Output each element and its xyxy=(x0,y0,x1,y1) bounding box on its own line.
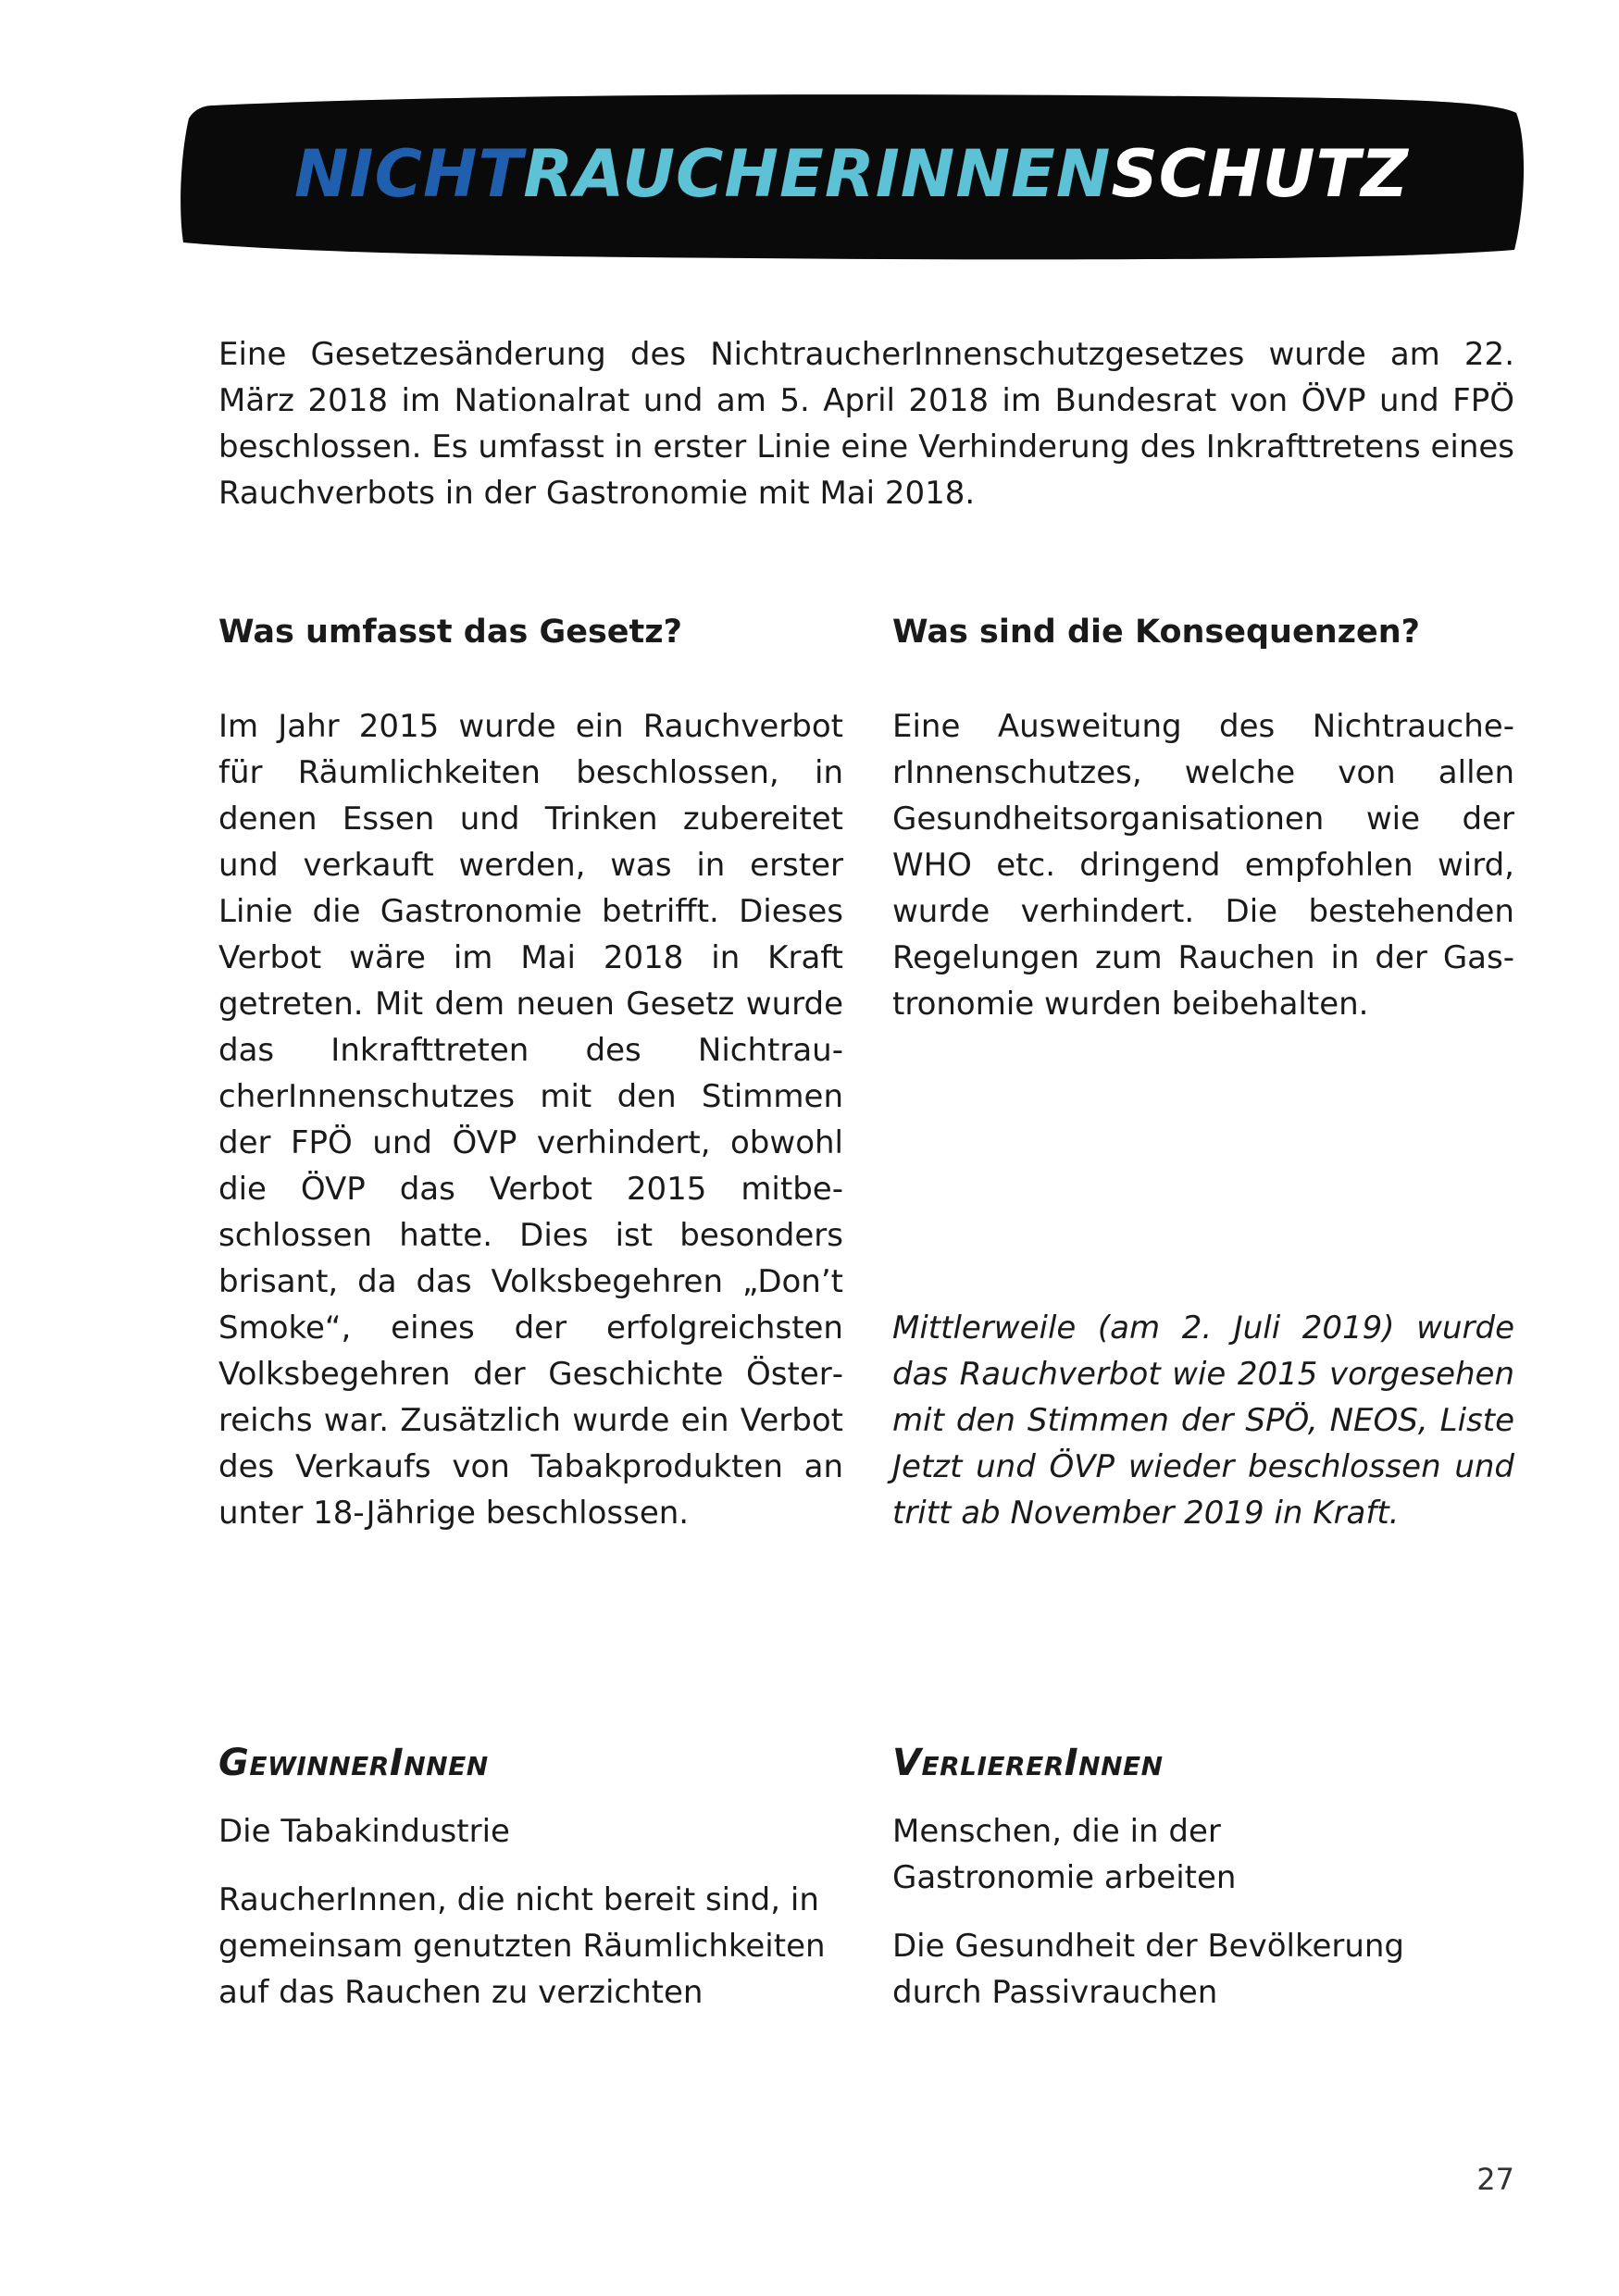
winners-heading: GewinnerInnen xyxy=(218,1742,489,1784)
losers-item-2: Die Gesundheit der Bevölkerung durch Passivrauchen xyxy=(892,1928,1405,2011)
page-title xyxy=(176,81,1527,267)
title-part-nicht: NICHT xyxy=(293,136,524,212)
title-part-raucherinnen: RAUCHERINNEN xyxy=(523,136,1112,212)
losers-heading: VerliererInnen xyxy=(892,1742,1164,1784)
losers-item-1: Menschen, die in der Gastronomie arbeiten xyxy=(892,1813,1237,1896)
right-body: Eine Ausweitung des NichtraucherInnenschutzes, welche von allen Gesundheitsorganisationen wie der WHO etc. dringend empfohlen wird, wurde verhindert. Die bestehenden Regelungen zum Rauchen in der Gastronomie wurden beibehalten. xyxy=(892,708,1514,1023)
update-note: Mittlerweile (am 2. Juli 2019) wurde das Rauchverbot wie 2015 vorgesehen mit den Stimmen der SPÖ, NEOS, Liste Jetzt und ÖVP wieder beschlossen und tritt ab November 2019 in Kraft. xyxy=(892,1309,1514,1532)
right-heading: Was sind die Konsequenzen? xyxy=(892,614,1420,651)
winners-item-2: RaucherInnen, die nicht bereit sind, in gemeinsam genutzten Räumlichkeiten auf das Rauchen zu verzichten xyxy=(218,1881,826,2011)
winners-item-1: Die Tabakindustrie xyxy=(218,1813,510,1850)
page-number: 27 xyxy=(1476,2162,1514,2197)
left-heading: Was umfasst das Gesetz? xyxy=(218,614,682,651)
intro-paragraph: Eine Gesetzesänderung des NichtraucherInnenschutzgesetzes wurde am 22. März 2018 im Nationalrat und am 5. April 2018 im Bundesrat von ÖVP und FPÖ beschlossen. Es umfasst in erster Linie eine Verhinderung des Inkrafttretens eines Rauchverbots in der Gastronomie mit Mai 2018. xyxy=(218,336,1514,512)
title-part-schutz: SCHUTZ xyxy=(1111,136,1410,212)
left-body: Im Jahr 2015 wurde ein Rauchverbot für Räumlichkeiten beschlossen, in denen Essen und Trinken zubereitet und verkauft werden, was in erster Linie die Gastronomie betrifft. Dieses Verbot wäre im Mai 2018 in Kraft getreten. Mit dem neuen Gesetz wurde das Inkrafttreten des NichtraucherInnenschutzes mit den Stimmen der FPÖ und ÖVP verhindert, obwohl die ÖVP das Verbot 2015 mitbeschlossen hatte. Dies ist besonders brisant, da das Volksbegehren „Don’t Smoke“, eines der erfolgreichsten Volksbegehren der Geschichte Österreichs war. Zusätzlich wurde ein Verbot des Verkaufs von Tabakprodukten an unter 18-Jährige beschlossen. xyxy=(218,708,843,1532)
title-banner xyxy=(176,85,1527,270)
